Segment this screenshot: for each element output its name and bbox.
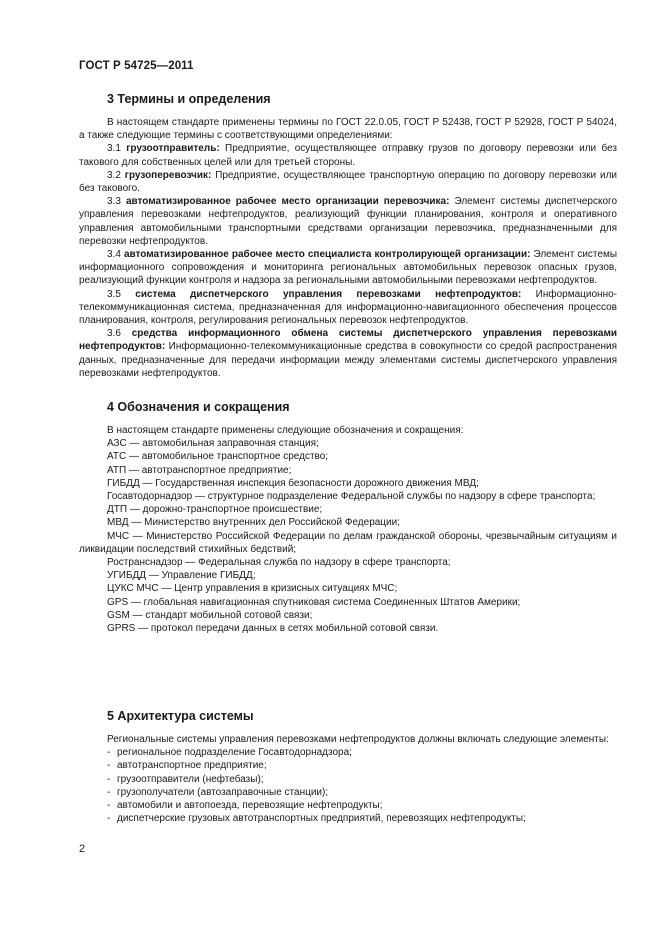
abbr-item: ДТП — дорожно-транспортное происшествие;	[107, 504, 323, 516]
term-3-1: 3.1 грузоотправитель: Предприятие, осуществляющее отправку грузов по договору перевозки или без такового для собственных целей или для третьей стороны.	[79, 143, 617, 168]
abbr-item: ЦУКС МЧС — Центр управления в кризисных ситуациях МЧС;	[107, 583, 398, 595]
abbr-item: АЗС — автомобильная заправочная станция;	[107, 438, 319, 450]
term-3-4: 3.4 автоматизированное рабочее место специалиста контролирующей организации: Элемент системы информационного сопровождения и мониторинга региональных автомобильных перевозок опасных грузов, реализующий функции контроля и надзора за региональными автомобильными перевозками нефтепродуктов.	[79, 249, 618, 287]
abbr-item: GPS — глобальная навигационная спутниковая система Соединенных Штатов Америки;	[107, 596, 521, 608]
section-3-title: 3 Термины и определения	[107, 92, 271, 106]
term-3-5: 3.5 система диспетчерского управления перевозками нефтепродуктов: Информационно-телекоммуникационная система, предназначенная для информационно-навигационного обеспечения процессов планирования, контроля, регулирования региональных перевозок нефтепродуктов.	[79, 288, 617, 327]
list-item: - грузоотправители (нефтебазы);	[107, 773, 264, 785]
abbr-item: GSM — стандарт мобильной сотовой связи;	[107, 609, 313, 621]
section-5-body	[79, 733, 617, 825]
section-3-body	[79, 116, 617, 380]
list-item: - диспетчерские грузовых автотранспортных предприятий, перевозящих нефтепродукты;	[107, 813, 526, 825]
dash-bullet: -	[107, 747, 111, 759]
section-3-intro: В настоящем стандарте применены термины по ГОСТ 22.0.05, ГОСТ Р 52438, ГОСТ Р 52928, ГОСТ Р 54024, а также следующие термины с соответствующими определениями:	[79, 117, 617, 142]
section-5-intro: Региональные системы управления перевозками нефтепродуктов должны включать следующие элементы:	[107, 734, 609, 745]
dash-bullet: -	[107, 813, 111, 825]
abbr-item: МВД — Министерство внутренних дел Российской Федерации;	[107, 517, 400, 529]
term-3-2: 3.2 грузоперевозчик: Предприятие, осуществляющее транспортную операцию по договору перевозки или без такового.	[79, 169, 618, 195]
section-4-intro: В настоящем стандарте применены следующие обозначения и сокращения:	[107, 425, 464, 436]
section-4-title: 4 Обозначения и сокращения	[107, 400, 290, 414]
abbr-item: GPRS — протокол передачи данных в сетях мобильной сотовой связи.	[107, 623, 439, 635]
term-3-6: 3.6 средства информационного обмена системы диспетчерского управления перевозками нефтепродуктов: Информационно-телекоммуникационные средства в совокупности со средой распространения данных, предназначенные для передачи информации между элементами системы диспетчерского управления перевозками нефтепродуктов.	[79, 328, 617, 379]
page-number: 2	[79, 843, 86, 855]
dash-bullet: -	[107, 773, 111, 785]
abbr-item: Ространснадзор — Федеральная служба по надзору в сфере транспорта;	[107, 557, 451, 569]
dash-bullet: -	[107, 800, 111, 812]
dash-bullet: -	[107, 760, 111, 772]
list-item: - региональное подразделение Госавтодорнадзора;	[107, 747, 352, 759]
abbr-item: ГИБДД — Государственная инспекция безопасности дорожного движения МВД;	[107, 477, 479, 489]
abbr-item: АТП — автотранспортное предприятие;	[107, 464, 292, 476]
section-5-title: 5 Архитектура системы	[107, 709, 254, 723]
abbr-item: АТС — автомобильное транспортное средство;	[107, 451, 329, 463]
abbr-item: УГИБДД — Управление ГИБДД;	[107, 570, 256, 582]
document-header: ГОСТ Р 54725—2011	[79, 60, 194, 72]
section-4-body	[79, 424, 617, 635]
list-item: - грузополучатели (автозаправочные станции);	[107, 786, 329, 798]
abbr-item: МЧС — Министерство Российской Федерации по делам гражданской обороны, чрезвычайным ситуациям и ликвидации последствий стихийных бедствий;	[79, 530, 617, 555]
list-item: - автотранспортное предприятие;	[107, 760, 267, 772]
term-3-3: 3.3 автоматизированное рабочее место организации перевозчика: Элемент системы диспетчерского управления перевозками нефтепродуктов, реализующий функции планирования, контроля и оперативного управления автомобильными транспортными средствами организации перевозчика, предназначенными для перевозки нефтепродуктов.	[79, 196, 617, 247]
list-item: - автомобили и автопоезда, перевозящие нефтепродукты;	[107, 800, 383, 812]
abbr-item: Госавтодорнадзор — структурное подразделение Федеральной службы по надзору в сфере транспорта;	[107, 491, 596, 503]
dash-bullet: -	[107, 786, 111, 798]
